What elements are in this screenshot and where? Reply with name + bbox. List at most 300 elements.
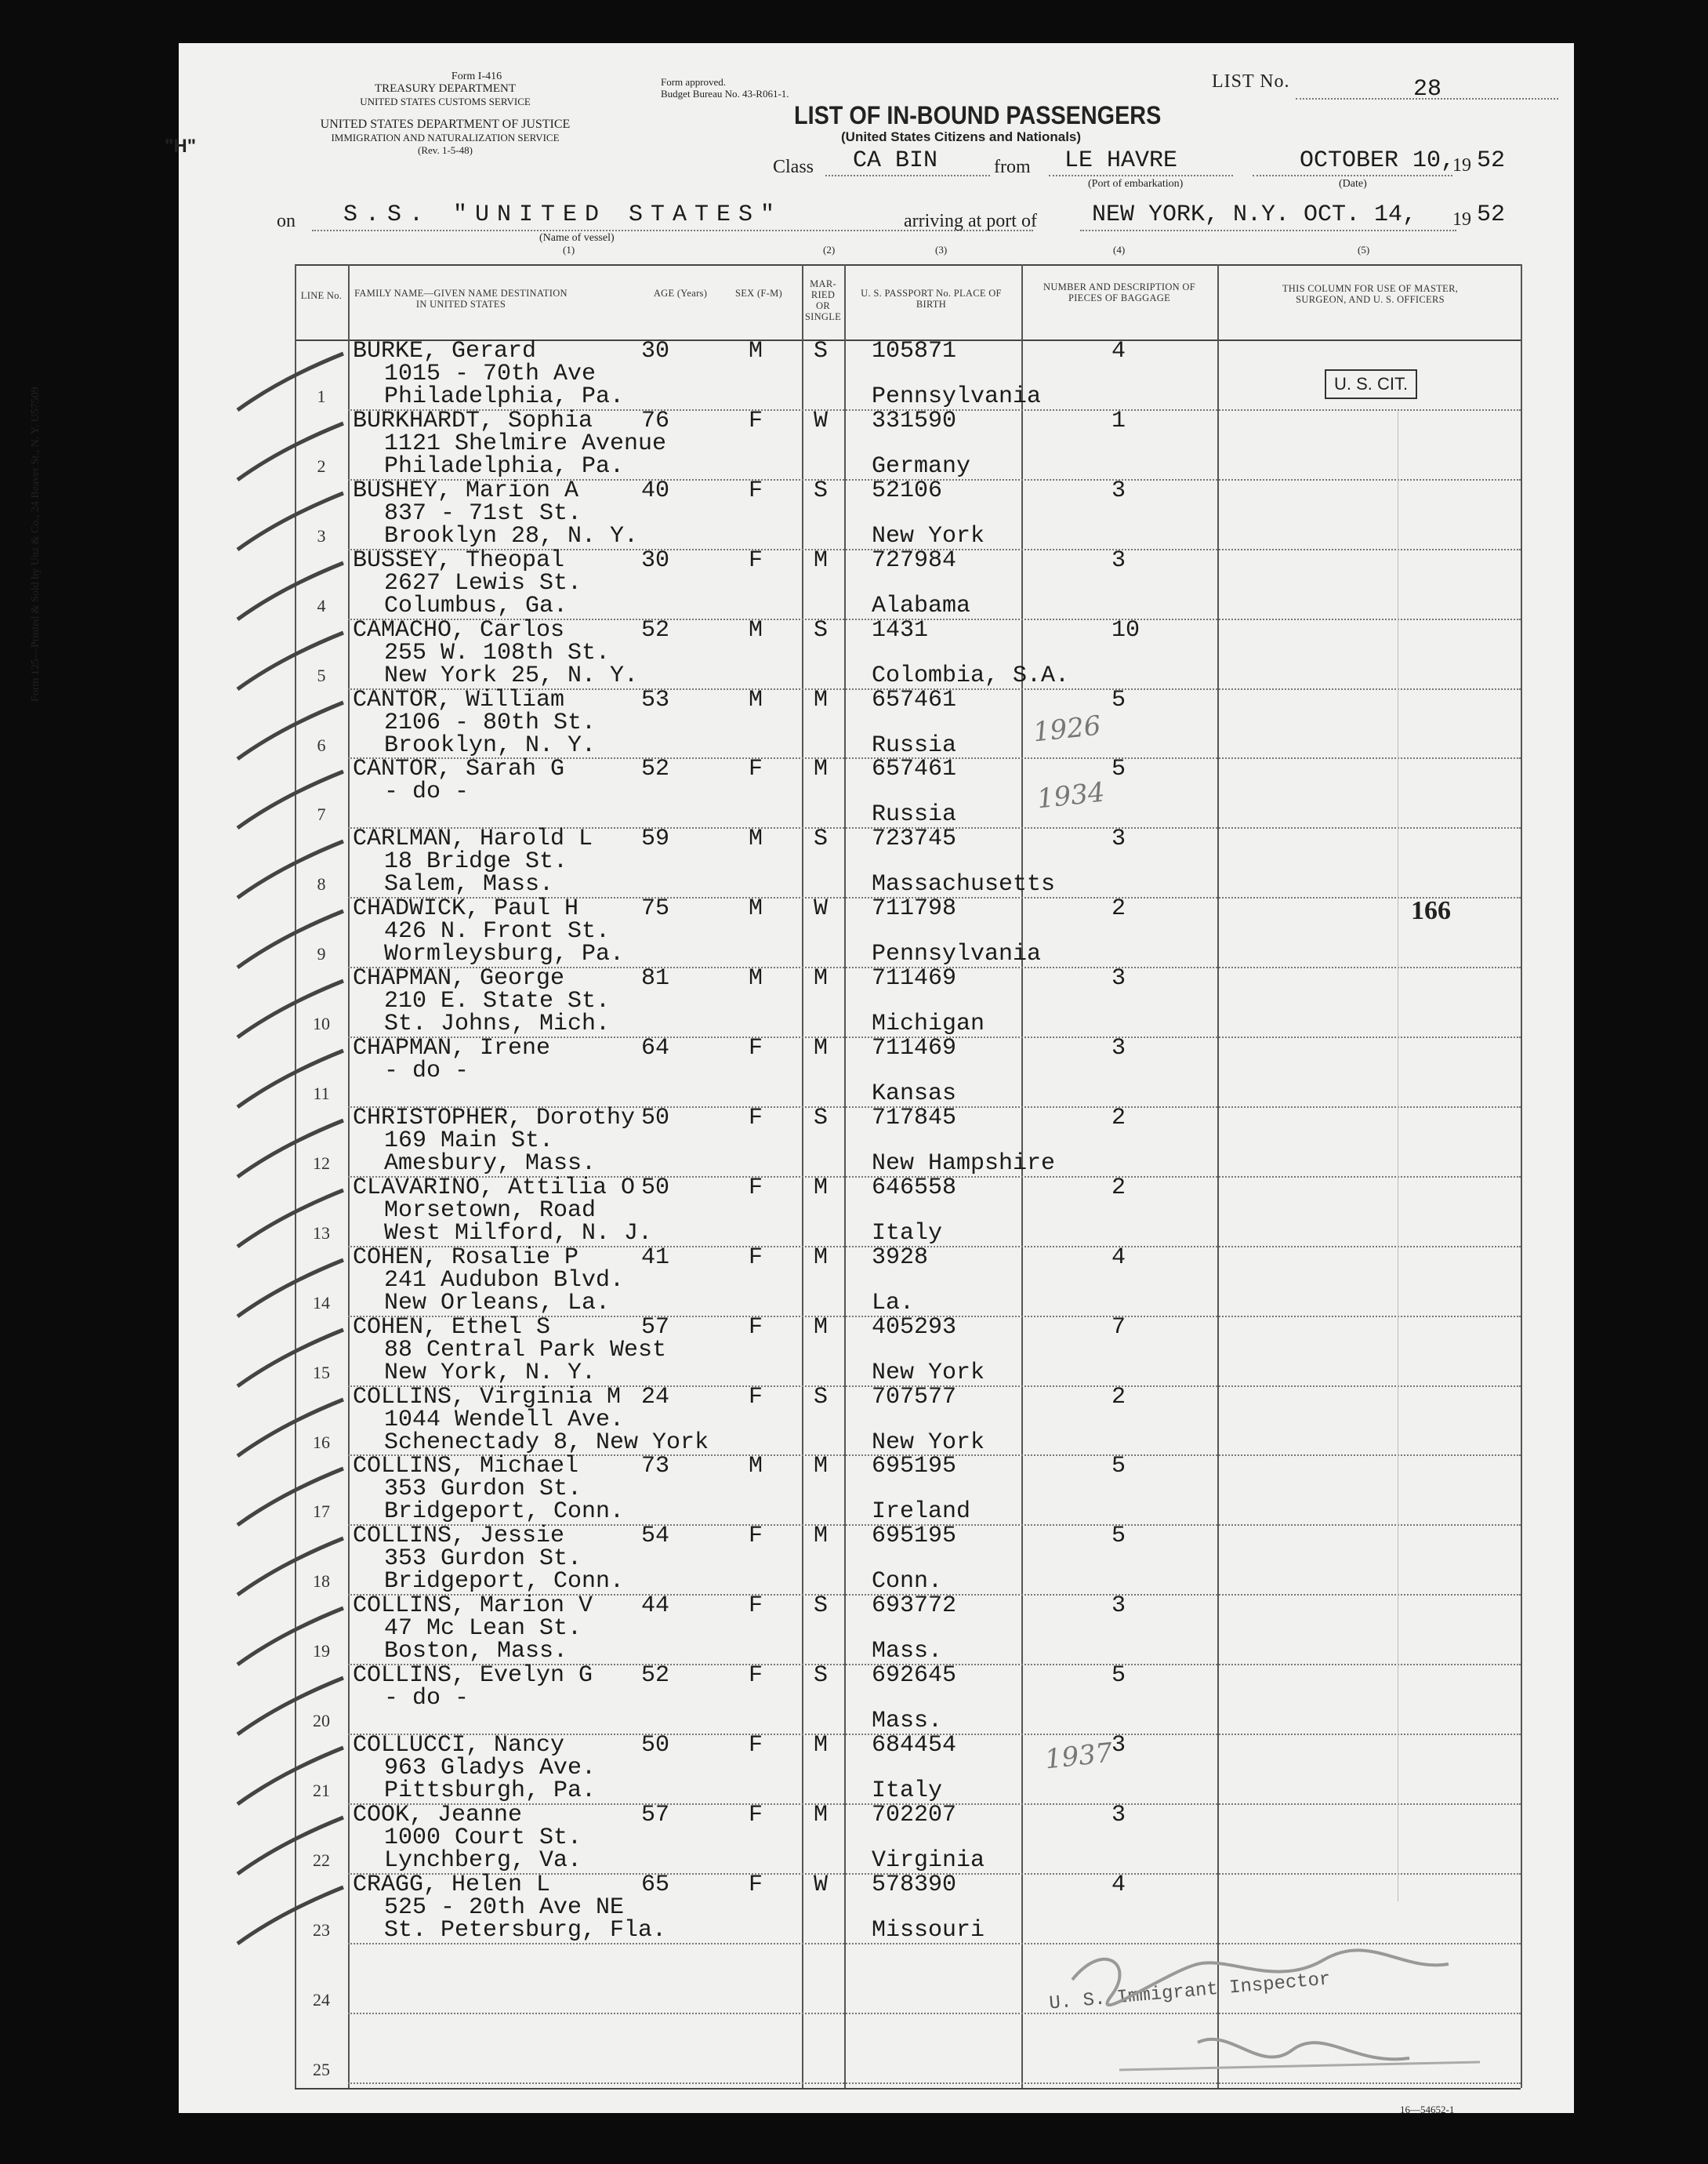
baggage-count: 3	[1111, 477, 1126, 504]
baggage-count: 5	[1111, 1523, 1126, 1550]
check-mark	[234, 557, 351, 627]
marital-status: S	[814, 826, 829, 853]
sex: F	[749, 756, 763, 783]
check-mark	[234, 905, 351, 975]
col-num-5: (5)	[1358, 244, 1370, 256]
check-mark	[234, 696, 351, 767]
sex: F	[749, 1592, 763, 1620]
passenger-name: COHEN, Rosalie P	[353, 1244, 579, 1271]
sex: F	[749, 1174, 763, 1201]
line-number: 1	[317, 387, 326, 406]
age: 40	[641, 477, 670, 504]
place-of-birth: Michigan	[872, 1011, 985, 1038]
marital-status: M	[814, 756, 829, 783]
line-number: 20	[313, 1711, 330, 1731]
port-label: (Port of embarkation)	[1088, 178, 1184, 190]
line-number: 23	[313, 1919, 330, 1940]
address-street: 169 Main St.	[384, 1127, 554, 1154]
form-approved: Form approved.	[661, 76, 727, 88]
header-age: AGE (Years)	[653, 288, 708, 299]
header-passport: U. S. PASSPORT No. PLACE OF BIRTH	[861, 288, 1002, 310]
baggage-count: 3	[1111, 546, 1126, 574]
line-number: 19	[313, 1641, 330, 1661]
port-value: LE HAVRE	[1064, 147, 1178, 174]
place-of-birth: Mass.	[872, 1708, 943, 1735]
passenger-name: COLLINS, Virginia M	[353, 1383, 622, 1411]
age: 54	[641, 1523, 670, 1550]
address-city: Schenectady 8, New York	[384, 1429, 709, 1456]
passenger-name: CLAVARINO, Attilia O	[353, 1174, 636, 1201]
line-number: 6	[317, 735, 326, 755]
arrival-value: NEW YORK, N.Y. OCT. 14,	[1092, 202, 1417, 228]
place-of-birth: Italy	[872, 1777, 943, 1804]
budget-bureau: Budget Bureau No. 43-R061-1.	[661, 88, 789, 100]
marital-status: W	[814, 407, 829, 434]
arriving-label: arriving at port of	[904, 211, 1037, 231]
address-city: St. Petersburg, Fla.	[384, 1916, 667, 1944]
check-mark	[234, 1741, 351, 1812]
passport-number: 684454	[872, 1732, 957, 1759]
line-number: 22	[313, 1850, 330, 1870]
line-number: 17	[313, 1501, 330, 1522]
baggage-count: 10	[1111, 616, 1140, 644]
baggage-count: 2	[1111, 1174, 1126, 1201]
passenger-name: CHAPMAN, George	[353, 965, 565, 993]
sex: F	[749, 1662, 763, 1690]
address-street: 1121 Shelmire Avenue	[384, 430, 667, 457]
place-of-birth: New York	[872, 1429, 985, 1456]
check-mark	[234, 1811, 351, 1882]
line-number: 2	[317, 456, 326, 476]
line-number: 12	[313, 1153, 330, 1173]
check-mark	[234, 1462, 351, 1533]
passport-number: 646558	[872, 1174, 957, 1201]
place-of-birth: Missouri	[872, 1916, 985, 1944]
address-street: - do -	[384, 1058, 470, 1084]
sex: F	[749, 477, 763, 504]
line-number: 10	[313, 1014, 330, 1034]
address-city: Boston, Mass.	[384, 1638, 568, 1665]
sex: F	[749, 1523, 763, 1550]
age: 64	[641, 1035, 670, 1062]
port-line	[1049, 175, 1233, 176]
address-street: 2106 - 80th St.	[384, 709, 597, 736]
age: 59	[641, 826, 670, 853]
on-label: on	[277, 211, 296, 231]
sex: F	[749, 1035, 763, 1062]
age: 50	[641, 1104, 670, 1131]
marital-status: S	[814, 1383, 829, 1411]
age: 81	[641, 965, 670, 993]
passenger-name: BURKHARDT, Sophia	[353, 407, 593, 434]
address-street: 18 Bridge St.	[384, 848, 568, 876]
passenger-name: COHEN, Ethel S	[353, 1313, 551, 1341]
age: 50	[641, 1174, 670, 1201]
passenger-name: CHRISTOPHER, Dorothy	[353, 1104, 636, 1131]
sex: M	[749, 686, 763, 713]
passenger-name: COOK, Jeanne	[353, 1801, 523, 1828]
passport-number: 405293	[872, 1313, 957, 1341]
address-street: 963 Gladys Ave.	[384, 1755, 597, 1781]
page-title: LIST OF IN-BOUND PASSENGERS	[794, 101, 1162, 129]
check-mark	[234, 1044, 351, 1115]
passenger-name: BUSHEY, Marion A	[353, 477, 579, 504]
address-street: - do -	[384, 1685, 470, 1712]
from-label: from	[994, 157, 1031, 177]
passport-number: 3928	[872, 1244, 929, 1271]
age: 73	[641, 1453, 670, 1480]
passport-number: 578390	[872, 1871, 957, 1898]
check-mark	[234, 347, 351, 418]
col-num-2: (2)	[823, 244, 836, 256]
sex: M	[749, 1453, 763, 1480]
age: 50	[641, 1732, 670, 1759]
marital-status: M	[814, 686, 829, 713]
passport-number: 723745	[872, 826, 957, 853]
class-line	[825, 175, 990, 176]
passenger-name: CANTOR, William	[353, 686, 565, 713]
line-number: 15	[313, 1362, 330, 1382]
baggage-count: 3	[1111, 1732, 1126, 1759]
address-city: Wormleysburg, Pa.	[384, 941, 625, 968]
check-mark	[234, 1602, 351, 1672]
baggage-count: 5	[1111, 1453, 1126, 1480]
marital-status: S	[814, 477, 829, 504]
page-subtitle: (United States Citizens and Nationals)	[841, 129, 1082, 144]
passport-number: 657461	[872, 686, 957, 713]
marital-status: S	[814, 1104, 829, 1131]
baggage-count: 2	[1111, 1383, 1126, 1411]
age: 53	[641, 686, 670, 713]
address-city: Columbus, Ga.	[384, 592, 568, 619]
col-num-1: (1)	[563, 244, 575, 256]
check-mark	[234, 1323, 351, 1394]
handwritten-1937: 1937	[1043, 1737, 1115, 1776]
sex: M	[749, 338, 763, 365]
passenger-name: BUSSEY, Theopal	[353, 546, 565, 574]
age: 24	[641, 1383, 670, 1411]
date-label: (Date)	[1339, 178, 1367, 190]
arrival-year-prefix: 19	[1452, 209, 1471, 230]
check-mark	[234, 1254, 351, 1324]
sex: F	[749, 407, 763, 434]
form-number: Form I-416	[451, 71, 502, 82]
line-number: 4	[317, 595, 326, 615]
sex: F	[749, 1801, 763, 1828]
address-street: 88 Central Park West	[384, 1336, 667, 1363]
sex: M	[749, 826, 763, 853]
place-of-birth: Italy	[872, 1219, 943, 1247]
marital-status: M	[814, 1523, 829, 1550]
check-mark	[234, 1393, 351, 1464]
header-baggage: NUMBER AND DESCRIPTION OF PIECES OF BAGGAGE	[1043, 281, 1195, 303]
vessel-label: (Name of vessel)	[539, 232, 615, 244]
address-street: 255 W. 108th St.	[384, 639, 611, 666]
address-city: Bridgeport, Conn.	[384, 1568, 625, 1596]
footer-code: 16—54652-1	[1400, 2104, 1455, 2115]
inspector-stamp: U. S. Immigrant Inspector	[1048, 1969, 1332, 2015]
address-street: 837 - 71st St.	[384, 499, 582, 527]
class-label: Class	[773, 157, 814, 177]
passport-number: 717845	[872, 1104, 957, 1131]
address-street: 426 N. Front St.	[384, 918, 611, 946]
address-street: 210 E. State St.	[384, 988, 611, 1015]
sex: F	[749, 1871, 763, 1898]
place-of-birth: Virginia	[872, 1846, 985, 1874]
line-number: 11	[313, 1084, 330, 1103]
header-line-no: LINE No.	[300, 290, 343, 301]
marital-status: M	[814, 1244, 829, 1271]
passenger-name: BURKE, Gerard	[353, 338, 537, 365]
passport-number: 657461	[872, 756, 957, 783]
line-number: 9	[317, 944, 326, 964]
baggage-count: 3	[1111, 1801, 1126, 1828]
handwritten-1926: 1926	[1032, 710, 1103, 749]
marital-status: M	[814, 1035, 829, 1062]
place-of-birth: Colombia, S.A.	[872, 662, 1070, 689]
place-of-birth: New Hampshire	[872, 1149, 1056, 1177]
check-mark	[234, 975, 351, 1045]
baggage-count: 3	[1111, 1592, 1126, 1620]
list-no-label: LIST No.	[1212, 71, 1290, 92]
baggage-count: 4	[1111, 338, 1126, 365]
place-of-birth: New York	[872, 1359, 985, 1386]
check-mark	[234, 1672, 351, 1742]
address-street: 1015 - 70th Ave	[384, 361, 597, 387]
place-of-birth: Mass.	[872, 1638, 943, 1665]
place-of-birth: Massachusetts	[872, 871, 1056, 899]
passport-number: 331590	[872, 407, 957, 434]
sex: F	[749, 1732, 763, 1759]
place-of-birth: Russia	[872, 732, 957, 759]
table-top-border	[295, 264, 1521, 266]
address-city: New York, N. Y.	[384, 1359, 597, 1386]
baggage-count: 3	[1111, 826, 1126, 853]
passport-number: 695195	[872, 1523, 957, 1550]
h-mark: "H"	[165, 136, 197, 157]
passenger-name: COLLINS, Marion V	[353, 1592, 593, 1620]
place-of-birth: Russia	[872, 801, 957, 829]
address-city: Pittsburgh, Pa.	[384, 1777, 597, 1804]
passport-number: 693772	[872, 1592, 957, 1620]
check-mark	[234, 765, 351, 836]
baggage-count: 2	[1111, 895, 1126, 923]
inspector-signature	[1041, 1917, 1527, 2113]
marital-status: S	[814, 1592, 829, 1620]
address-street: Morsetown, Road	[384, 1196, 597, 1224]
sex: M	[749, 965, 763, 993]
passport-number: 711798	[872, 895, 957, 923]
place-of-birth: New York	[872, 522, 985, 550]
address-street: 241 Audubon Blvd.	[384, 1266, 625, 1294]
passenger-name: CARLMAN, Harold L	[353, 826, 593, 853]
address-street: - do -	[384, 779, 470, 806]
passport-number: 711469	[872, 965, 957, 993]
year-prefix: 19	[1452, 155, 1471, 176]
address-city: Philadelphia, Pa.	[384, 383, 625, 410]
line-number: 3	[317, 525, 326, 546]
place-of-birth: La.	[872, 1289, 915, 1316]
address-street: 525 - 20th Ave NE	[384, 1893, 625, 1921]
passenger-name: COLLUCCI, Nancy	[353, 1732, 565, 1759]
place-of-birth: Pennsylvania	[872, 383, 1042, 410]
marital-status: M	[814, 965, 829, 993]
place-of-birth: Alabama	[872, 592, 971, 619]
handwritten-1934: 1934	[1035, 776, 1107, 815]
age: 52	[641, 756, 670, 783]
check-mark	[234, 1881, 351, 1952]
passport-number: 702207	[872, 1801, 957, 1828]
place-of-birth: Ireland	[872, 1498, 971, 1526]
baggage-count: 1	[1111, 407, 1126, 434]
check-mark	[234, 417, 351, 488]
arrival-line	[1080, 230, 1456, 231]
header-sex: SEX (F-M)	[735, 288, 782, 299]
passport-number: 692645	[872, 1662, 957, 1690]
address-street: 2627 Lewis St.	[384, 569, 582, 597]
age: 65	[641, 1871, 670, 1898]
passenger-name: CHADWICK, Paul H	[353, 895, 579, 923]
passport-number: 695195	[872, 1453, 957, 1480]
marital-status: S	[814, 616, 829, 644]
col-line-7	[1521, 264, 1522, 2088]
department-of-justice: UNITED STATES DEPARTMENT OF JUSTICE	[320, 118, 571, 131]
address-street: 353 Gurdon St.	[384, 1476, 582, 1503]
address-city: Salem, Mass.	[384, 871, 554, 899]
age: 52	[641, 1662, 670, 1690]
baggage-count: 5	[1111, 1662, 1126, 1690]
address-city: Lynchberg, Va.	[384, 1846, 582, 1874]
revision: (Rev. 1-5-48)	[418, 144, 473, 156]
year-value: 52	[1477, 147, 1506, 174]
passenger-name: CRAGG, Helen L	[353, 1871, 551, 1898]
passport-number: 707577	[872, 1383, 957, 1411]
baggage-count: 5	[1111, 686, 1126, 713]
passport-number: 1431	[872, 616, 929, 644]
address-city: Bridgeport, Conn.	[384, 1498, 625, 1526]
marital-status: W	[814, 895, 829, 923]
date-value: OCTOBER 10,	[1300, 147, 1456, 174]
arrival-year: 52	[1477, 202, 1506, 228]
treasury-department: TREASURY DEPARTMENT	[374, 82, 517, 95]
header-married: MAR- RIED OR SINGLE	[804, 278, 842, 322]
marital-status: M	[814, 1801, 829, 1828]
line-number: 16	[313, 1432, 330, 1452]
age: 52	[641, 616, 670, 644]
sex: F	[749, 1244, 763, 1271]
customs-service: UNITED STATES CUSTOMS SERVICE	[360, 96, 531, 107]
check-mark	[234, 1114, 351, 1185]
passenger-name: COLLINS, Evelyn G	[353, 1662, 593, 1690]
us-citizen-stamp: U. S. CIT.	[1325, 369, 1417, 399]
line-number: 21	[313, 1781, 330, 1800]
page-number-166: 166	[1411, 896, 1451, 925]
date-line	[1253, 175, 1452, 176]
sex: M	[749, 895, 763, 923]
baggage-count: 7	[1111, 1313, 1126, 1341]
place-of-birth: Conn.	[872, 1568, 943, 1596]
age: 76	[641, 407, 670, 434]
address-city: Amesbury, Mass.	[384, 1149, 597, 1177]
baggage-count: 2	[1111, 1104, 1126, 1131]
age: 30	[641, 546, 670, 574]
address-city: Brooklyn, N. Y.	[384, 732, 597, 759]
marital-status: M	[814, 546, 829, 574]
list-no-line	[1296, 98, 1558, 100]
passenger-name: CANTOR, Sarah G	[353, 756, 565, 783]
marital-status: W	[814, 1871, 829, 1898]
age: 57	[641, 1801, 670, 1828]
passenger-name: COLLINS, Jessie	[353, 1523, 565, 1550]
check-mark	[234, 1184, 351, 1254]
baggage-count: 5	[1111, 756, 1126, 783]
address-city: New Orleans, La.	[384, 1289, 611, 1316]
address-street: 1044 Wendell Ave.	[384, 1406, 625, 1433]
marital-status: M	[814, 1313, 829, 1341]
passenger-name: COLLINS, Michael	[353, 1453, 579, 1480]
passport-number: 711469	[872, 1035, 957, 1062]
sex: F	[749, 1313, 763, 1341]
col-num-4: (4)	[1113, 244, 1126, 256]
baggage-count: 3	[1111, 1035, 1126, 1062]
marital-status: S	[814, 1662, 829, 1690]
passenger-name: CAMACHO, Carlos	[353, 616, 565, 644]
age: 44	[641, 1592, 670, 1620]
check-mark	[234, 835, 351, 906]
age: 30	[641, 338, 670, 365]
passenger-name: CHAPMAN, Irene	[353, 1035, 551, 1062]
age: 57	[641, 1313, 670, 1341]
marital-status: S	[814, 338, 829, 365]
baggage-count: 4	[1111, 1871, 1126, 1898]
place-of-birth: Pennsylvania	[872, 941, 1042, 968]
check-mark	[234, 487, 351, 557]
line-number: 7	[317, 804, 326, 825]
header-name: FAMILY NAME—GIVEN NAME DESTINATION IN UNITED STATES	[354, 288, 568, 310]
address-city: St. Johns, Mich.	[384, 1011, 611, 1038]
class-value: CA BIN	[853, 147, 938, 174]
col-num-3: (3)	[935, 244, 948, 256]
marital-status: M	[814, 1453, 829, 1480]
place-of-birth: Germany	[872, 452, 971, 480]
marital-status: M	[814, 1732, 829, 1759]
passport-number: 52106	[872, 477, 943, 504]
line-number: 8	[317, 874, 326, 895]
address-city: Brooklyn 28, N. Y.	[384, 522, 639, 550]
age: 41	[641, 1244, 670, 1271]
sex: M	[749, 616, 763, 644]
sex: F	[749, 1104, 763, 1131]
age: 75	[641, 895, 670, 923]
vessel-value: S.S. "UNITED STATES"	[343, 202, 783, 228]
header-officers: THIS COLUMN FOR USE OF MASTER, SURGEON, AND U. S. OFFICERS	[1282, 283, 1459, 305]
line-number: 5	[317, 665, 326, 685]
passport-number: 105871	[872, 338, 957, 365]
sex: F	[749, 546, 763, 574]
address-city: Philadelphia, Pa.	[384, 452, 625, 480]
line-number: 25	[313, 2059, 330, 2079]
check-mark	[234, 1532, 351, 1603]
sex: F	[749, 1383, 763, 1411]
ins-name: IMMIGRATION AND NATURALIZATION SERVICE	[331, 132, 560, 143]
place-of-birth: Kansas	[872, 1080, 957, 1107]
baggage-count: 3	[1111, 965, 1126, 993]
list-no-value: 28	[1413, 76, 1442, 103]
address-city: West Milford, N. J.	[384, 1219, 653, 1247]
line-number: 18	[313, 1571, 330, 1592]
address-street: 47 Mc Lean St.	[384, 1615, 582, 1643]
check-mark	[234, 626, 351, 697]
